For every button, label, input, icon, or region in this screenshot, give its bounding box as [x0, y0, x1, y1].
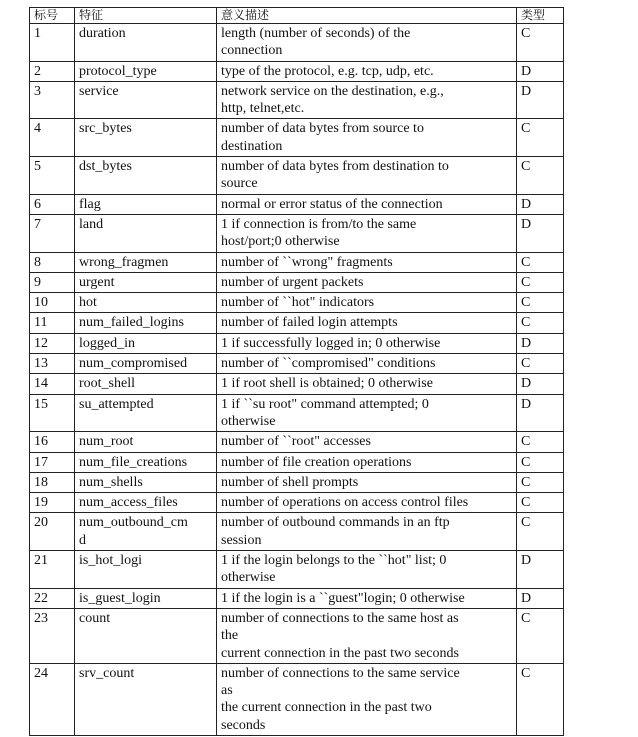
cell-feature [75, 452, 217, 472]
cell-type: C [517, 452, 564, 472]
cell-description-line: number of ``root" accesses [221, 434, 371, 450]
cell-feature [75, 252, 217, 272]
cell-type: C [517, 293, 564, 313]
cell-description-line: the current connection in the past two [221, 700, 432, 716]
header-description: 意义描述 [217, 8, 517, 24]
table-row [30, 61, 564, 81]
cell-description [217, 608, 517, 663]
cell-index: 21 [30, 551, 75, 589]
feature-table [29, 7, 564, 736]
cell-feature [75, 588, 217, 608]
cell-type: C [517, 252, 564, 272]
cell-index: 2 [30, 61, 75, 81]
cell-description [217, 472, 517, 492]
table-row [30, 252, 564, 272]
cell-feature [75, 194, 217, 214]
cell-feature-line: duration [79, 26, 126, 41]
cell-type: D [517, 588, 564, 608]
cell-index: 10 [30, 293, 75, 313]
table-row [30, 293, 564, 313]
cell-description [217, 194, 517, 214]
cell-feature [75, 551, 217, 589]
header-feature: 特征 [75, 8, 217, 24]
table-row [30, 24, 564, 62]
cell-feature [75, 313, 217, 333]
cell-feature-line: num_shells [79, 474, 143, 490]
table-row [30, 432, 564, 452]
cell-feature-line: is_hot_logi [79, 553, 143, 569]
table-row [30, 313, 564, 333]
cell-description-line: type of the protocol, e.g. tcp, udp, etc. [221, 63, 434, 79]
cell-feature [75, 394, 217, 432]
cell-feature [75, 24, 217, 62]
cell-description-line: number of ``compromised" conditions [221, 356, 436, 372]
table-row [30, 374, 564, 394]
cell-feature [75, 293, 217, 313]
cell-description-line: normal or error status of the connection [221, 196, 443, 212]
cell-feature [75, 214, 217, 252]
cell-feature-line: land [79, 216, 104, 232]
cell-description-line: session [221, 532, 262, 548]
cell-description-line: destination [221, 138, 283, 154]
table-row [30, 663, 564, 735]
cell-description [217, 333, 517, 353]
cell-description-line: host/port;0 otherwise [221, 234, 340, 250]
cell-feature-line: logged_in [79, 335, 135, 351]
cell-feature-line: srv_count [79, 665, 135, 681]
table-row [30, 513, 564, 551]
cell-type: C [517, 24, 564, 62]
cell-index: 19 [30, 493, 75, 513]
cell-feature-line: num_root [79, 434, 134, 450]
cell-description [217, 157, 517, 195]
table-row [30, 119, 564, 157]
cell-index: 6 [30, 194, 75, 214]
cell-type: C [517, 663, 564, 735]
cell-feature-line: service [79, 83, 119, 99]
cell-index: 7 [30, 214, 75, 252]
cell-description-line: number of urgent packets [221, 274, 364, 290]
cell-description-line: source [221, 176, 258, 192]
cell-description-line: 1 if the login is a ``guest"login; 0 otherwise [221, 590, 465, 606]
cell-description [217, 513, 517, 551]
table-row [30, 354, 564, 374]
cell-description-line: number of file creation operations [221, 454, 412, 470]
cell-description-line: otherwise [221, 570, 276, 586]
cell-feature-line: dst_bytes [79, 159, 132, 175]
cell-feature-line: num_file_creations [79, 454, 188, 470]
cell-description-line: number of operations on access control files [221, 495, 469, 511]
cell-index: 15 [30, 394, 75, 432]
cell-description [217, 61, 517, 81]
cell-feature [75, 272, 217, 292]
table-row [30, 493, 564, 513]
cell-index: 3 [30, 81, 75, 119]
cell-feature [75, 374, 217, 394]
table-row [30, 194, 564, 214]
table-row [30, 588, 564, 608]
cell-index: 24 [30, 663, 75, 735]
table-row [30, 333, 564, 353]
cell-feature [75, 493, 217, 513]
cell-description-line: network service on the destination, e.g., [221, 83, 444, 99]
cell-description [217, 272, 517, 292]
cell-index: 22 [30, 588, 75, 608]
cell-type: C [517, 472, 564, 492]
cell-description-line: 1 if ``su root" command attempted; 0 [221, 396, 429, 412]
cell-type: C [517, 119, 564, 157]
cell-description [217, 374, 517, 394]
cell-description [217, 81, 517, 119]
cell-type: D [517, 374, 564, 394]
cell-index: 5 [30, 157, 75, 195]
cell-feature [75, 119, 217, 157]
cell-description-line: 1 if connection is from/to the same [221, 216, 417, 232]
cell-type: C [517, 354, 564, 374]
cell-feature [75, 432, 217, 452]
cell-type: C [517, 313, 564, 333]
cell-type: D [517, 551, 564, 589]
cell-description-line: the [221, 628, 239, 644]
cell-description [217, 24, 517, 62]
cell-type: C [517, 272, 564, 292]
cell-index: 17 [30, 452, 75, 472]
table-row [30, 394, 564, 432]
cell-feature-line: num_access_files [79, 495, 178, 511]
cell-feature [75, 354, 217, 374]
cell-type: D [517, 394, 564, 432]
cell-feature [75, 608, 217, 663]
cell-description-line: number of outbound commands in an ftp [221, 515, 450, 531]
cell-feature [75, 157, 217, 195]
cell-feature-line: count [79, 610, 111, 626]
cell-feature [75, 61, 217, 81]
cell-feature-line: num_compromised [79, 356, 188, 372]
cell-description [217, 313, 517, 333]
cell-index: 16 [30, 432, 75, 452]
cell-description-line: number of failed login attempts [221, 315, 398, 331]
cell-type: C [517, 608, 564, 663]
cell-description-line: number of data bytes from destination to [221, 159, 449, 175]
cell-description-line: number of data bytes from source to [221, 121, 424, 137]
cell-type: D [517, 194, 564, 214]
cell-index: 14 [30, 374, 75, 394]
cell-feature-line: num_outbound_cm [79, 515, 188, 531]
cell-description-line: current connection in the past two seconds [221, 645, 459, 661]
cell-description-line: connection [221, 43, 283, 59]
cell-feature-line: src_bytes [79, 121, 132, 137]
cell-description [217, 588, 517, 608]
cell-description-line: seconds [221, 717, 266, 733]
cell-feature-line: wrong_fragmen [79, 254, 169, 270]
table-body [30, 24, 564, 736]
cell-index: 8 [30, 252, 75, 272]
cell-type: C [517, 493, 564, 513]
cell-description-line: number of connections to the same service [221, 665, 460, 681]
table-row [30, 272, 564, 292]
cell-description-line: 1 if root shell is obtained; 0 otherwise [221, 376, 433, 392]
cell-feature [75, 513, 217, 551]
cell-description-line: http, telnet,etc. [221, 101, 305, 117]
cell-feature-line: num_failed_logins [79, 315, 184, 331]
cell-description-line: as [221, 683, 233, 699]
cell-feature-line: urgent [79, 274, 115, 290]
cell-type: D [517, 214, 564, 252]
cell-type: C [517, 432, 564, 452]
cell-description-line: 1 if successfully logged in; 0 otherwise [221, 335, 441, 351]
cell-description-line: number of ``hot" indicators [221, 295, 375, 311]
cell-type: C [517, 513, 564, 551]
cell-index: 9 [30, 272, 75, 292]
table-row [30, 157, 564, 195]
cell-type: D [517, 333, 564, 353]
header-index: 标号 [30, 8, 75, 24]
cell-type: D [517, 81, 564, 119]
cell-feature-line: is_guest_login [79, 590, 161, 606]
cell-feature-line: d [79, 532, 86, 548]
cell-feature-line: hot [79, 295, 97, 311]
cell-description [217, 432, 517, 452]
cell-description-line: number of ``wrong" fragments [221, 254, 393, 270]
header-row [30, 8, 564, 24]
cell-feature-line: protocol_type [79, 63, 157, 79]
table-row [30, 81, 564, 119]
table-row [30, 452, 564, 472]
cell-type: D [517, 61, 564, 81]
cell-feature-line: su_attempted [79, 396, 154, 412]
cell-feature-line: root_shell [79, 376, 135, 392]
cell-index: 18 [30, 472, 75, 492]
cell-description [217, 354, 517, 374]
cell-description [217, 119, 517, 157]
cell-description-line: otherwise [221, 413, 276, 429]
cell-index: 20 [30, 513, 75, 551]
cell-index: 4 [30, 119, 75, 157]
table-row [30, 551, 564, 589]
cell-description-line: number of shell prompts [221, 474, 359, 490]
cell-feature [75, 333, 217, 353]
header-type: 类型 [517, 8, 564, 24]
cell-feature [75, 81, 217, 119]
cell-feature-line: flag [79, 196, 101, 212]
cell-description [217, 214, 517, 252]
cell-description-line: 1 if the login belongs to the ``hot" list; 0 [221, 553, 447, 569]
cell-index: 11 [30, 313, 75, 333]
cell-type: C [517, 157, 564, 195]
cell-description [217, 252, 517, 272]
cell-description [217, 551, 517, 589]
cell-feature [75, 663, 217, 735]
cell-description [217, 394, 517, 432]
cell-index: 1 [30, 24, 75, 62]
cell-description-line: length (number of seconds) of the [221, 26, 411, 41]
table-row [30, 214, 564, 252]
table-row [30, 472, 564, 492]
cell-description [217, 452, 517, 472]
cell-index: 13 [30, 354, 75, 374]
cell-feature [75, 472, 217, 492]
cell-description [217, 293, 517, 313]
cell-index: 23 [30, 608, 75, 663]
cell-description [217, 663, 517, 735]
cell-index: 12 [30, 333, 75, 353]
cell-description-line: number of connections to the same host as [221, 610, 459, 626]
table-row [30, 608, 564, 663]
cell-description [217, 493, 517, 513]
